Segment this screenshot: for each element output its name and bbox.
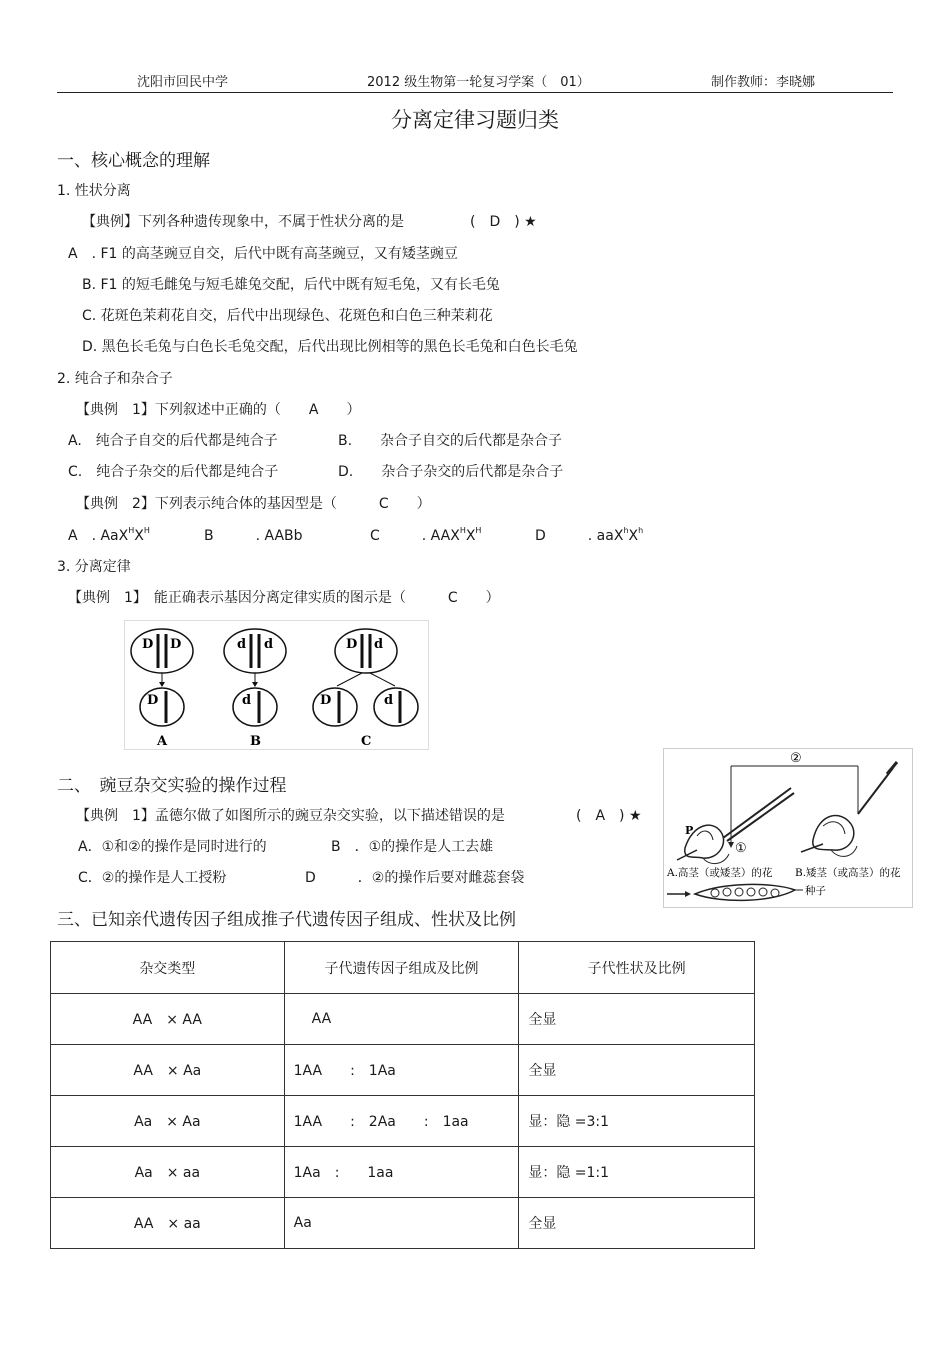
table-cell-genotype: 1Aa : 1aa [284,1147,519,1198]
fig-b-bottom: d [242,693,252,708]
table-header-cell: 杂交类型 [51,942,285,994]
table-cell-cross: AA × AA [51,994,285,1045]
header-teacher: 制作教师：李晓娜 [711,75,816,90]
fig-a-top-right: D [170,637,182,652]
fig-b-top-left: d [237,637,247,652]
table-row [51,1045,755,1096]
fig2-caption-left: A.高茎（或矮茎）的花 [667,867,773,879]
sub1-option-d: D. 黑色长毛兔与白色长毛兔交配，后代出现比例相等的黑色长毛兔和白色长毛兔 [82,339,578,355]
table-cell-phenotype: 显：隐 =3:1 [519,1096,755,1147]
fig-a-caption: A [157,734,168,749]
fig-b-caption: B [250,734,261,749]
table-header-cell: 子代遗传因子组成及比例 [284,942,519,994]
page-title: 分离定律习题归类 [391,108,559,132]
sub1-question: 【典例】下列各种遗传现象中，不属于性状分离的是 [82,214,404,230]
table-cell-genotype: 1AA : 1Aa [284,1045,519,1096]
table-cell-cross: AA × aa [51,1198,285,1249]
sub1-option-b: B. F1 的短毛雌兔与短毛雄兔交配，后代中既有短毛兔，又有长毛兔 [82,277,500,293]
sub2-q2-option-d: D . $aaX^hX^h$ [535,526,644,544]
sub2-label: 2. 纯合子和杂合子 [57,371,173,387]
fig2-circle2: ② [790,751,802,766]
section3-heading: 三、已知亲代遗传因子组成推子代遗传因子组成、性状及比例 [57,910,516,930]
table-cell-phenotype: 全显 [519,1045,755,1096]
section2-option-d: D ．②的操作后要对雌蕊套袋 [305,870,525,886]
sub2-q2: 【典例 2】下列表示纯合体的基因型是（ C ） [76,496,431,512]
section2-heading: 二、 豌豆杂交实验的操作过程 [57,776,287,796]
fig-a-top-left: D [142,637,154,652]
section1-heading: 一、核心概念的理解 [57,151,210,171]
table-cell-genotype: 1AA : 2Aa : 1aa [284,1096,519,1147]
table-cell-genotype: AA [284,994,519,1045]
section2-answer: ( A ) ★ [576,808,642,824]
fig-c-top-right: d [374,637,384,652]
sub1-option-c: C. 花斑色茉莉花自交，后代中出现绿色、花斑色和白色三种茉莉花 [82,308,493,324]
fig-c-top-left: D [346,637,358,652]
sub2-q1: 【典例 1】下列叙述中正确的（ A ） [76,402,361,418]
fig-a-bottom: D [147,693,159,708]
segregation-figure [124,620,429,750]
fig-b-top-right: d [264,637,274,652]
cross-table [50,941,755,1249]
table-row [51,994,755,1045]
table-cell-phenotype: 全显 [519,994,755,1045]
table-cell-phenotype: 全显 [519,1198,755,1249]
header-course: 2012 级生物第一轮复习学案（ 01） [367,75,590,90]
section2-q1: 【典例 1】孟德尔做了如图所示的豌豆杂交实验，以下描述错误的是 [76,808,505,824]
table-row [51,1198,755,1249]
sub1-option-a: A . F1 的高茎豌豆自交，后代中既有高茎豌豆，又有矮茎豌豆 [68,246,458,262]
pea-hybridization-figure [663,748,913,908]
fig2-circle1: ① [735,841,747,856]
sub2-q2-option-b: B . AABb [204,528,303,544]
sub2-q2-option-a: A . $AaX^HX^H$ [68,526,150,544]
fig-c-bottom-left: D [320,693,332,708]
header-divider [57,92,893,93]
table-cell-cross: AA × Aa [51,1045,285,1096]
table-cell-genotype: Aa [284,1198,519,1249]
section2-option-c: C．②的操作是人工授粉 [78,870,227,886]
fig-c-bottom-right: d [384,693,394,708]
sub2-q1-option-a: A. 纯合子自交的后代都是纯合子 [68,433,278,449]
fig2-p-label: P [685,824,694,837]
table-cell-cross: Aa × aa [51,1147,285,1198]
sub2-q1-option-d: D. 杂合子杂交的后代都是杂合子 [338,464,564,480]
sub2-q2-option-c: C . $AAX^HX^H$ [370,526,482,544]
table-row [51,1147,755,1198]
sub1-answer: ( D ) ★ [470,214,537,230]
sub1-label: 1. 性状分离 [57,183,131,199]
table-header-cell: 子代性状及比例 [519,942,755,994]
sub2-q1-option-c: C. 纯合子杂交的后代都是纯合子 [68,464,279,480]
sub3-label: 3. 分离定律 [57,559,131,575]
fig2-caption-seed: 种子 [805,885,826,897]
fig2-caption-right: B.矮茎（或高茎）的花 [795,867,901,879]
fig-c-caption: C [361,734,372,749]
table-cell-phenotype: 显：隐 =1:1 [519,1147,755,1198]
header-school: 沈阳市回民中学 [137,75,229,90]
sub3-q1: 【典例 1】 能正确表示基因分离定律实质的图示是（ C ） [68,590,500,606]
table-cell-cross: Aa × Aa [51,1096,285,1147]
section2-option-a: A．①和②的操作是同时进行的 [78,839,267,855]
sub2-q1-option-b: B. 杂合子自交的后代都是杂合子 [338,433,563,449]
table-row [51,1096,755,1147]
table-header-row [51,942,755,994]
section2-option-b: B ．①的操作是人工去雄 [331,839,494,855]
